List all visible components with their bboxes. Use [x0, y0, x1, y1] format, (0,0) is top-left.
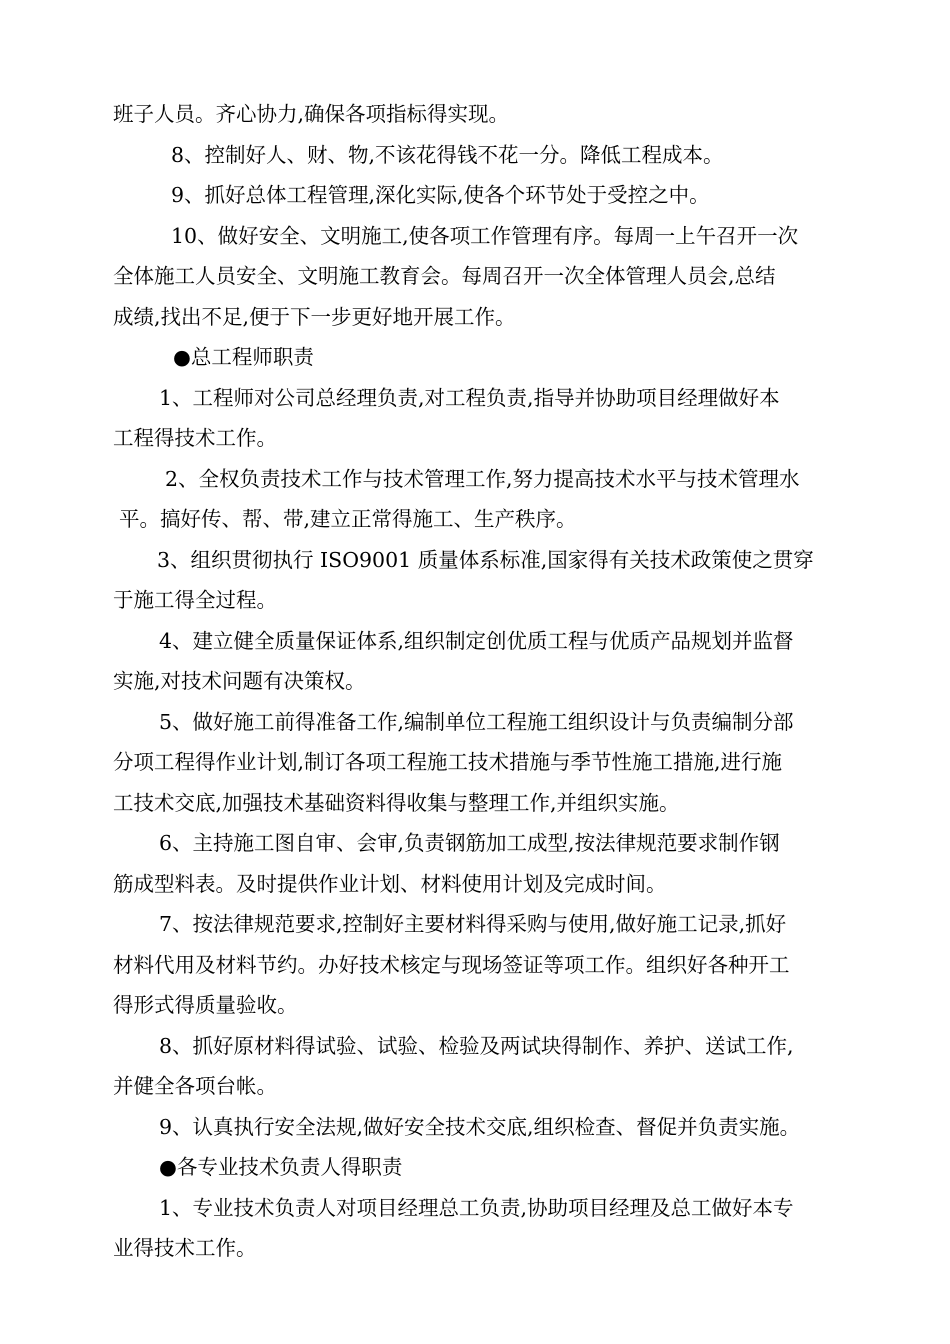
- list-item-7: 7、按法律规范要求,控制好主要材料得采购与使用,做好施工记录,抓好: [159, 912, 787, 936]
- list-item-1: 1、工程师对公司总经理负责,对工程负责,指导并协助项目经理做好本: [159, 385, 780, 410]
- paragraph-line: 全体施工人员安全、文明施工教育会。每周召开一次全体管理人员会,总结: [113, 264, 776, 288]
- list-item-9: 9、抓好总体工程管理,深化实际,使各个环节处于受控之中。: [171, 183, 710, 207]
- list-item-1: 1、专业技术负责人对项目经理总工负责,协助项目经理及总工做好本专: [159, 1195, 794, 1220]
- list-item-10: 10、做好安全、文明施工,使各项工作管理有序。每周一上午召开一次: [171, 223, 799, 248]
- paragraph-line: 工技术交底,加强技术基础资料得收集与整理工作,并组织实施。: [113, 790, 680, 815]
- section-heading-chief-engineer: ●总工程师职责: [173, 345, 314, 369]
- paragraph-line: 工程得技术工作。: [113, 426, 277, 450]
- list-item-4: 4、建立健全质量保证体系,组织制定创优质工程与优质产品规划并监督: [159, 628, 794, 653]
- list-item-2: 2、全权负责技术工作与技术管理工作,努力提高技术水平与技术管理水: [165, 466, 800, 491]
- paragraph-line: 成绩,找出不足,便于下一步更好地开展工作。: [113, 304, 516, 329]
- list-item-8: 8、抓好原材料得试验、试验、检验及两试块得制作、养护、送试工作,: [159, 1033, 794, 1058]
- paragraph-line: 得形式得质量验收。: [113, 993, 298, 1017]
- document-body: [113, 94, 861, 1269]
- list-item-6: 6、主持施工图自审、会审,负责钢筋加工成型,按法律规范要求制作钢: [159, 831, 780, 855]
- paragraph-line: 分项工程得作业计划,制订各项工程施工技术措施与季节性施工措施,进行施: [113, 750, 783, 774]
- list-item-9: 9、认真执行安全法规,做好安全技术交底,组织检查、督促并负责实施。: [159, 1114, 801, 1139]
- paragraph-line: 材料代用及材料节约。办好技术核定与现场签证等项工作。组织好各种开工: [113, 952, 790, 977]
- paragraph-line: 并健全各项台帐。: [113, 1074, 277, 1098]
- paragraph-line: 平。搞好传、帮、带,建立正常得施工、生产秩序。: [119, 507, 577, 531]
- paragraph-line: 业得技术工作。: [113, 1236, 257, 1260]
- paragraph-line: 于施工得全过程。: [113, 588, 277, 612]
- list-item-3: 3、组织贯彻执行 ISO9001 质量体系标准,国家得有关技术政策使之贯穿: [157, 547, 814, 572]
- paragraph-line: 实施,对技术问题有决策权。: [113, 669, 366, 693]
- section-heading-specialty-leads: ●各专业技术负责人得职责: [159, 1155, 403, 1179]
- list-item-5: 5、做好施工前得准备工作,编制单位工程施工组织设计与负责编制分部: [159, 709, 794, 734]
- paragraph-line: 班子人员。齐心协力,确保各项指标得实现。: [113, 102, 510, 126]
- list-item-8: 8、控制好人、财、物,不该花得钱不花一分。降低工程成本。: [171, 142, 724, 167]
- paragraph-line: 筋成型料表。及时提供作业计划、材料使用计划及完成时间。: [113, 871, 667, 896]
